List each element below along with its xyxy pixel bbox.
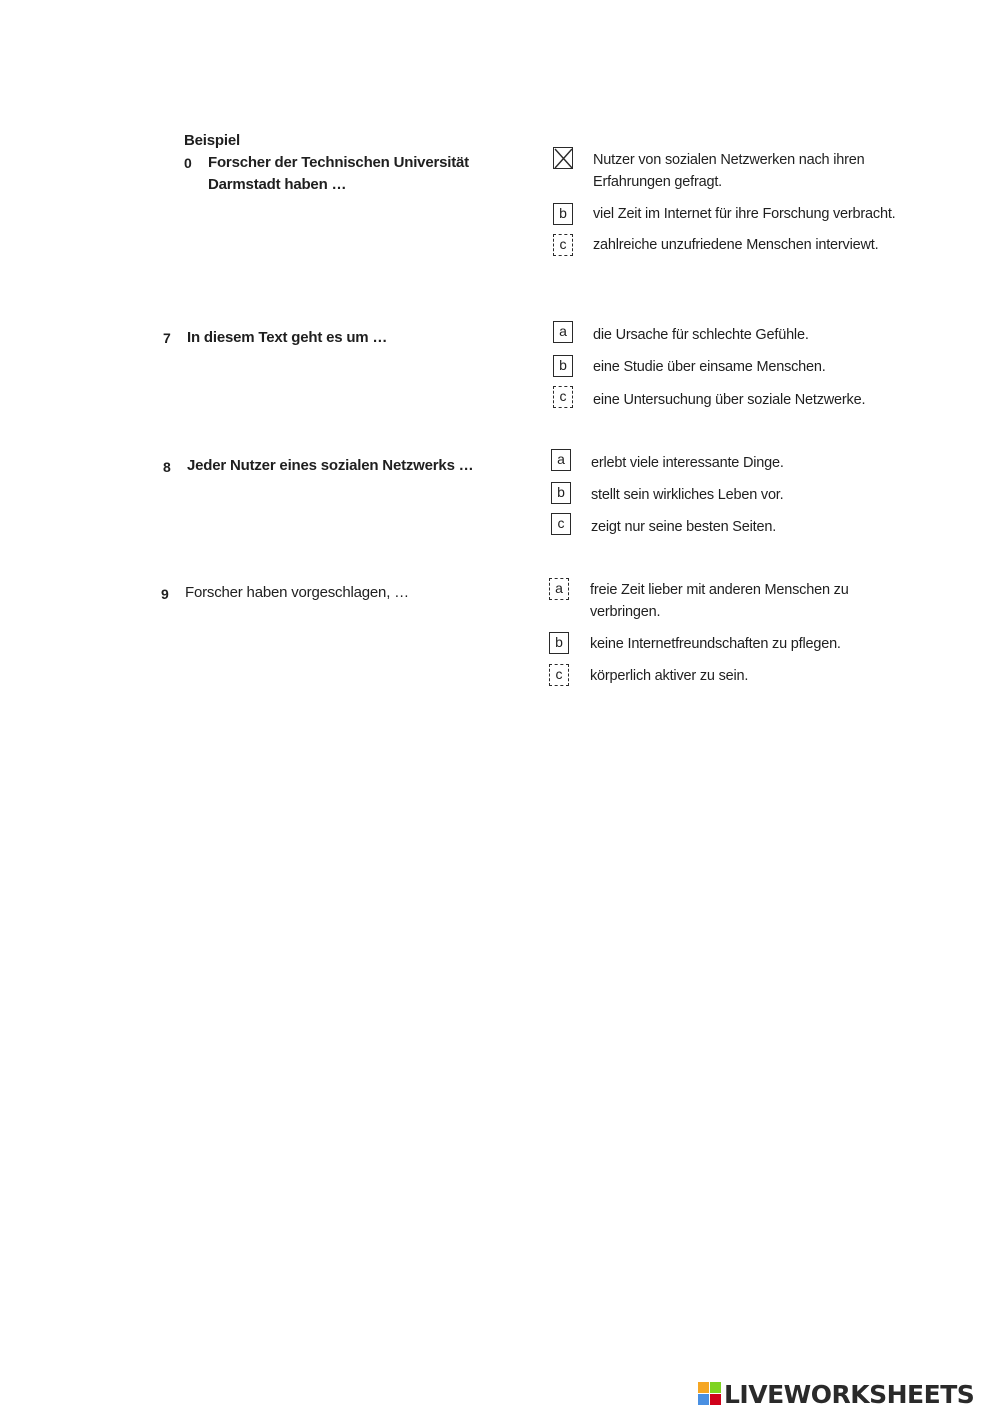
question-text: In diesem Text geht es um … <box>187 329 388 346</box>
option-text: zeigt nur seine besten Seiten. <box>591 519 777 535</box>
checkbox-q9-b[interactable]: b <box>549 632 569 654</box>
checkbox-q9-c[interactable]: c <box>549 664 569 686</box>
checkbox-example-b[interactable]: b <box>553 203 573 225</box>
question-number: 8 <box>163 459 171 475</box>
question-text: Jeder Nutzer eines sozialen Netzwerks … <box>187 457 474 474</box>
option-text: Nutzer von sozialen Netzwerken nach ihren Erfahrungen gefragt. <box>593 152 865 190</box>
question-text: Forscher haben vorgeschlagen, … <box>185 584 409 601</box>
option-text: zahlreiche unzufriedene Menschen interviewt. <box>593 237 879 253</box>
logo-text: LIVEWORKSHEETS <box>724 1379 975 1409</box>
checkbox-q8-b[interactable]: b <box>551 482 571 504</box>
example-header: Beispiel <box>184 132 240 149</box>
option-text: stellt sein wirkliches Leben vor. <box>591 487 784 503</box>
checkbox-q7-c[interactable]: c <box>553 386 573 408</box>
option-text: viel Zeit im Internet für ihre Forschung verbracht. <box>593 206 896 222</box>
question-number: 7 <box>163 330 171 346</box>
question-number: 9 <box>161 586 169 602</box>
checkbox-example-c[interactable]: c <box>553 234 573 256</box>
question-text: Forscher der Technischen Universität Darmstadt haben … <box>208 154 469 193</box>
option-text: eine Untersuchung über soziale Netzwerke. <box>593 392 866 408</box>
cross-mark-icon <box>554 148 574 170</box>
checkbox-q8-a[interactable]: a <box>551 449 571 471</box>
option-text: körperlich aktiver zu sein. <box>590 668 749 684</box>
option-text: die Ursache für schlechte Gefühle. <box>593 327 809 343</box>
checkbox-q7-b[interactable]: b <box>553 355 573 377</box>
logo-grid-icon <box>698 1382 722 1406</box>
checkbox-q9-a[interactable]: a <box>549 578 569 600</box>
checkbox-q8-c[interactable]: c <box>551 513 571 535</box>
option-text: eine Studie über einsame Menschen. <box>593 359 826 375</box>
checkbox-q7-a[interactable]: a <box>553 321 573 343</box>
option-text: keine Internetfreundschaften zu pflegen. <box>590 636 841 652</box>
question-number: 0 <box>184 155 192 171</box>
option-text: erlebt viele interessante Dinge. <box>591 455 784 471</box>
liveworksheets-logo[interactable] <box>698 1379 974 1409</box>
checkbox-example-a[interactable] <box>553 147 573 169</box>
option-text: freie Zeit lieber mit anderen Menschen zu verbringen. <box>590 582 849 620</box>
